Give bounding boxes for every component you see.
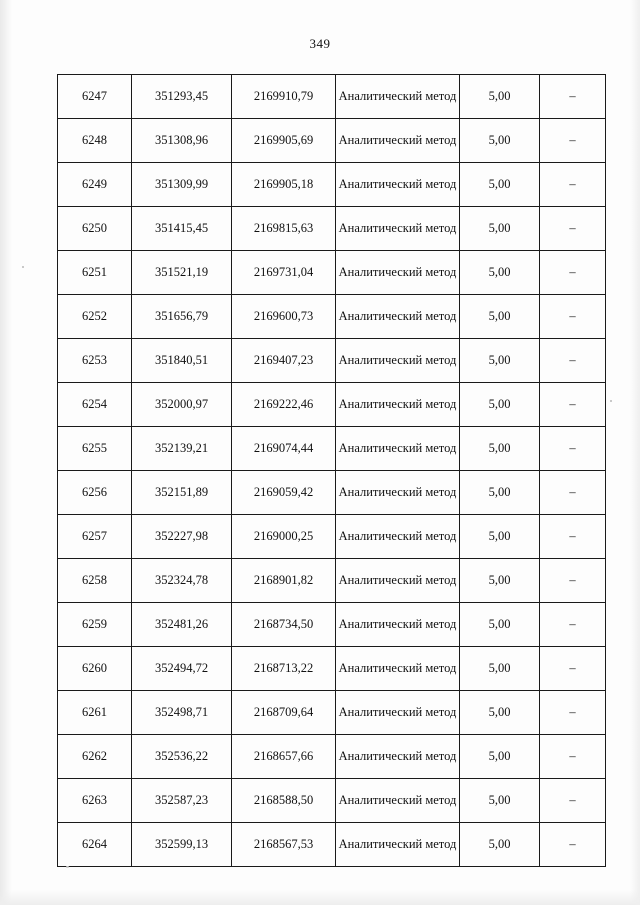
cell-coord-y: 2168734,50 <box>232 603 336 647</box>
cell-point-number: 6262 <box>58 735 132 779</box>
cell-method: Аналитический метод <box>336 75 460 119</box>
cell-point-number: 6253 <box>58 339 132 383</box>
cell-coord-x: 352599,13 <box>132 823 232 867</box>
table-body <box>58 75 606 867</box>
cell-coord-y: 2169407,23 <box>232 339 336 383</box>
cell-point-number: 6260 <box>58 647 132 691</box>
cell-accuracy: 5,00 <box>460 471 540 515</box>
cell-coord-y: 2168901,82 <box>232 559 336 603</box>
table-row <box>58 75 606 119</box>
cell-coord-x: 351309,99 <box>132 163 232 207</box>
cell-method: Аналитический метод <box>336 779 460 823</box>
cell-coord-x: 351308,96 <box>132 119 232 163</box>
cell-coord-x: 352536,22 <box>132 735 232 779</box>
cell-accuracy: 5,00 <box>460 75 540 119</box>
cell-coord-y: 2169222,46 <box>232 383 336 427</box>
cell-coord-x: 352227,98 <box>132 515 232 559</box>
cell-accuracy: 5,00 <box>460 383 540 427</box>
cell-point-number: 6255 <box>58 427 132 471</box>
cell-method: Аналитический метод <box>336 427 460 471</box>
cell-note: – <box>540 251 606 295</box>
cell-coord-y: 2168657,66 <box>232 735 336 779</box>
cell-method: Аналитический метод <box>336 691 460 735</box>
table-row <box>58 603 606 647</box>
cell-method: Аналитический метод <box>336 207 460 251</box>
cell-coord-y: 2169910,79 <box>232 75 336 119</box>
cell-coord-x: 352498,71 <box>132 691 232 735</box>
scan-speck <box>610 400 612 402</box>
cell-point-number: 6259 <box>58 603 132 647</box>
table-row <box>58 559 606 603</box>
cell-note: – <box>540 295 606 339</box>
cell-note: – <box>540 75 606 119</box>
table-row <box>58 339 606 383</box>
cell-accuracy: 5,00 <box>460 119 540 163</box>
cell-coord-x: 352494,72 <box>132 647 232 691</box>
cell-point-number: 6248 <box>58 119 132 163</box>
cell-note: – <box>540 427 606 471</box>
cell-coord-x: 352587,23 <box>132 779 232 823</box>
cell-coord-y: 2169074,44 <box>232 427 336 471</box>
cell-method: Аналитический метод <box>336 471 460 515</box>
cell-method: Аналитический метод <box>336 163 460 207</box>
cell-coord-x: 352139,21 <box>132 427 232 471</box>
cell-point-number: 6263 <box>58 779 132 823</box>
cell-coord-x: 351656,79 <box>132 295 232 339</box>
page-number: 349 <box>309 36 331 51</box>
table-row <box>58 427 606 471</box>
cell-method: Аналитический метод <box>336 559 460 603</box>
cell-accuracy: 5,00 <box>460 295 540 339</box>
coordinates-table <box>57 74 606 867</box>
cell-coord-y: 2168709,64 <box>232 691 336 735</box>
cell-note: – <box>540 207 606 251</box>
cell-coord-y: 2169905,18 <box>232 163 336 207</box>
cell-point-number: 6251 <box>58 251 132 295</box>
cell-method: Аналитический метод <box>336 823 460 867</box>
table-row <box>58 471 606 515</box>
cell-point-number: 6258 <box>58 559 132 603</box>
table-row <box>58 119 606 163</box>
cell-method: Аналитический метод <box>336 295 460 339</box>
cell-coord-y: 2169600,73 <box>232 295 336 339</box>
cell-note: – <box>540 735 606 779</box>
cell-coord-x: 351415,45 <box>132 207 232 251</box>
cell-point-number: 6256 <box>58 471 132 515</box>
cell-coord-x: 352151,89 <box>132 471 232 515</box>
cell-coord-y: 2169000,25 <box>232 515 336 559</box>
cell-method: Аналитический метод <box>336 735 460 779</box>
cell-method: Аналитический метод <box>336 251 460 295</box>
cell-point-number: 6249 <box>58 163 132 207</box>
cell-accuracy: 5,00 <box>460 251 540 295</box>
cell-coord-x: 351840,51 <box>132 339 232 383</box>
cell-method: Аналитический метод <box>336 515 460 559</box>
table-row <box>58 207 606 251</box>
cell-method: Аналитический метод <box>336 383 460 427</box>
cell-accuracy: 5,00 <box>460 339 540 383</box>
cell-point-number: 6250 <box>58 207 132 251</box>
cell-coord-x: 352481,26 <box>132 603 232 647</box>
cell-method: Аналитический метод <box>336 647 460 691</box>
cell-accuracy: 5,00 <box>460 427 540 471</box>
table-row <box>58 383 606 427</box>
cell-accuracy: 5,00 <box>460 603 540 647</box>
cell-coord-y: 2168567,53 <box>232 823 336 867</box>
cell-method: Аналитический метод <box>336 603 460 647</box>
cell-point-number: 6254 <box>58 383 132 427</box>
cell-point-number: 6247 <box>58 75 132 119</box>
cell-coord-y: 2169905,69 <box>232 119 336 163</box>
cell-coord-y: 2169815,63 <box>232 207 336 251</box>
cell-accuracy: 5,00 <box>460 163 540 207</box>
scan-speck <box>22 266 24 268</box>
cell-method: Аналитический метод <box>336 339 460 383</box>
cell-accuracy: 5,00 <box>460 515 540 559</box>
table-row <box>58 735 606 779</box>
cell-method: Аналитический метод <box>336 119 460 163</box>
table-row <box>58 295 606 339</box>
table-row <box>58 251 606 295</box>
cell-note: – <box>540 119 606 163</box>
cell-note: – <box>540 559 606 603</box>
cell-note: – <box>540 779 606 823</box>
cell-accuracy: 5,00 <box>460 823 540 867</box>
cell-accuracy: 5,00 <box>460 735 540 779</box>
cell-coord-x: 352000,97 <box>132 383 232 427</box>
cell-note: – <box>540 647 606 691</box>
table-row <box>58 823 606 867</box>
cell-coord-x: 351293,45 <box>132 75 232 119</box>
cell-accuracy: 5,00 <box>460 559 540 603</box>
cell-note: – <box>540 823 606 867</box>
cell-note: – <box>540 383 606 427</box>
cell-coord-y: 2168713,22 <box>232 647 336 691</box>
cell-accuracy: 5,00 <box>460 207 540 251</box>
table-row <box>58 515 606 559</box>
scan-edge-shading <box>0 890 640 905</box>
cell-note: – <box>540 603 606 647</box>
table-row <box>58 647 606 691</box>
cell-accuracy: 5,00 <box>460 691 540 735</box>
cell-point-number: 6261 <box>58 691 132 735</box>
cell-coord-x: 352324,78 <box>132 559 232 603</box>
cell-accuracy: 5,00 <box>460 647 540 691</box>
table-row <box>58 163 606 207</box>
cell-coord-y: 2169731,04 <box>232 251 336 295</box>
cell-note: – <box>540 515 606 559</box>
cell-note: – <box>540 691 606 735</box>
cell-note: – <box>540 163 606 207</box>
table-row <box>58 691 606 735</box>
cell-accuracy: 5,00 <box>460 779 540 823</box>
table-row <box>58 779 606 823</box>
coordinates-table-container <box>57 74 585 867</box>
cell-coord-x: 351521,19 <box>132 251 232 295</box>
cell-coord-y: 2168588,50 <box>232 779 336 823</box>
cell-point-number: 6252 <box>58 295 132 339</box>
cell-coord-y: 2169059,42 <box>232 471 336 515</box>
cell-note: – <box>540 471 606 515</box>
cell-point-number: 6257 <box>58 515 132 559</box>
cell-note: – <box>540 339 606 383</box>
cell-point-number: 6264 <box>58 823 132 867</box>
